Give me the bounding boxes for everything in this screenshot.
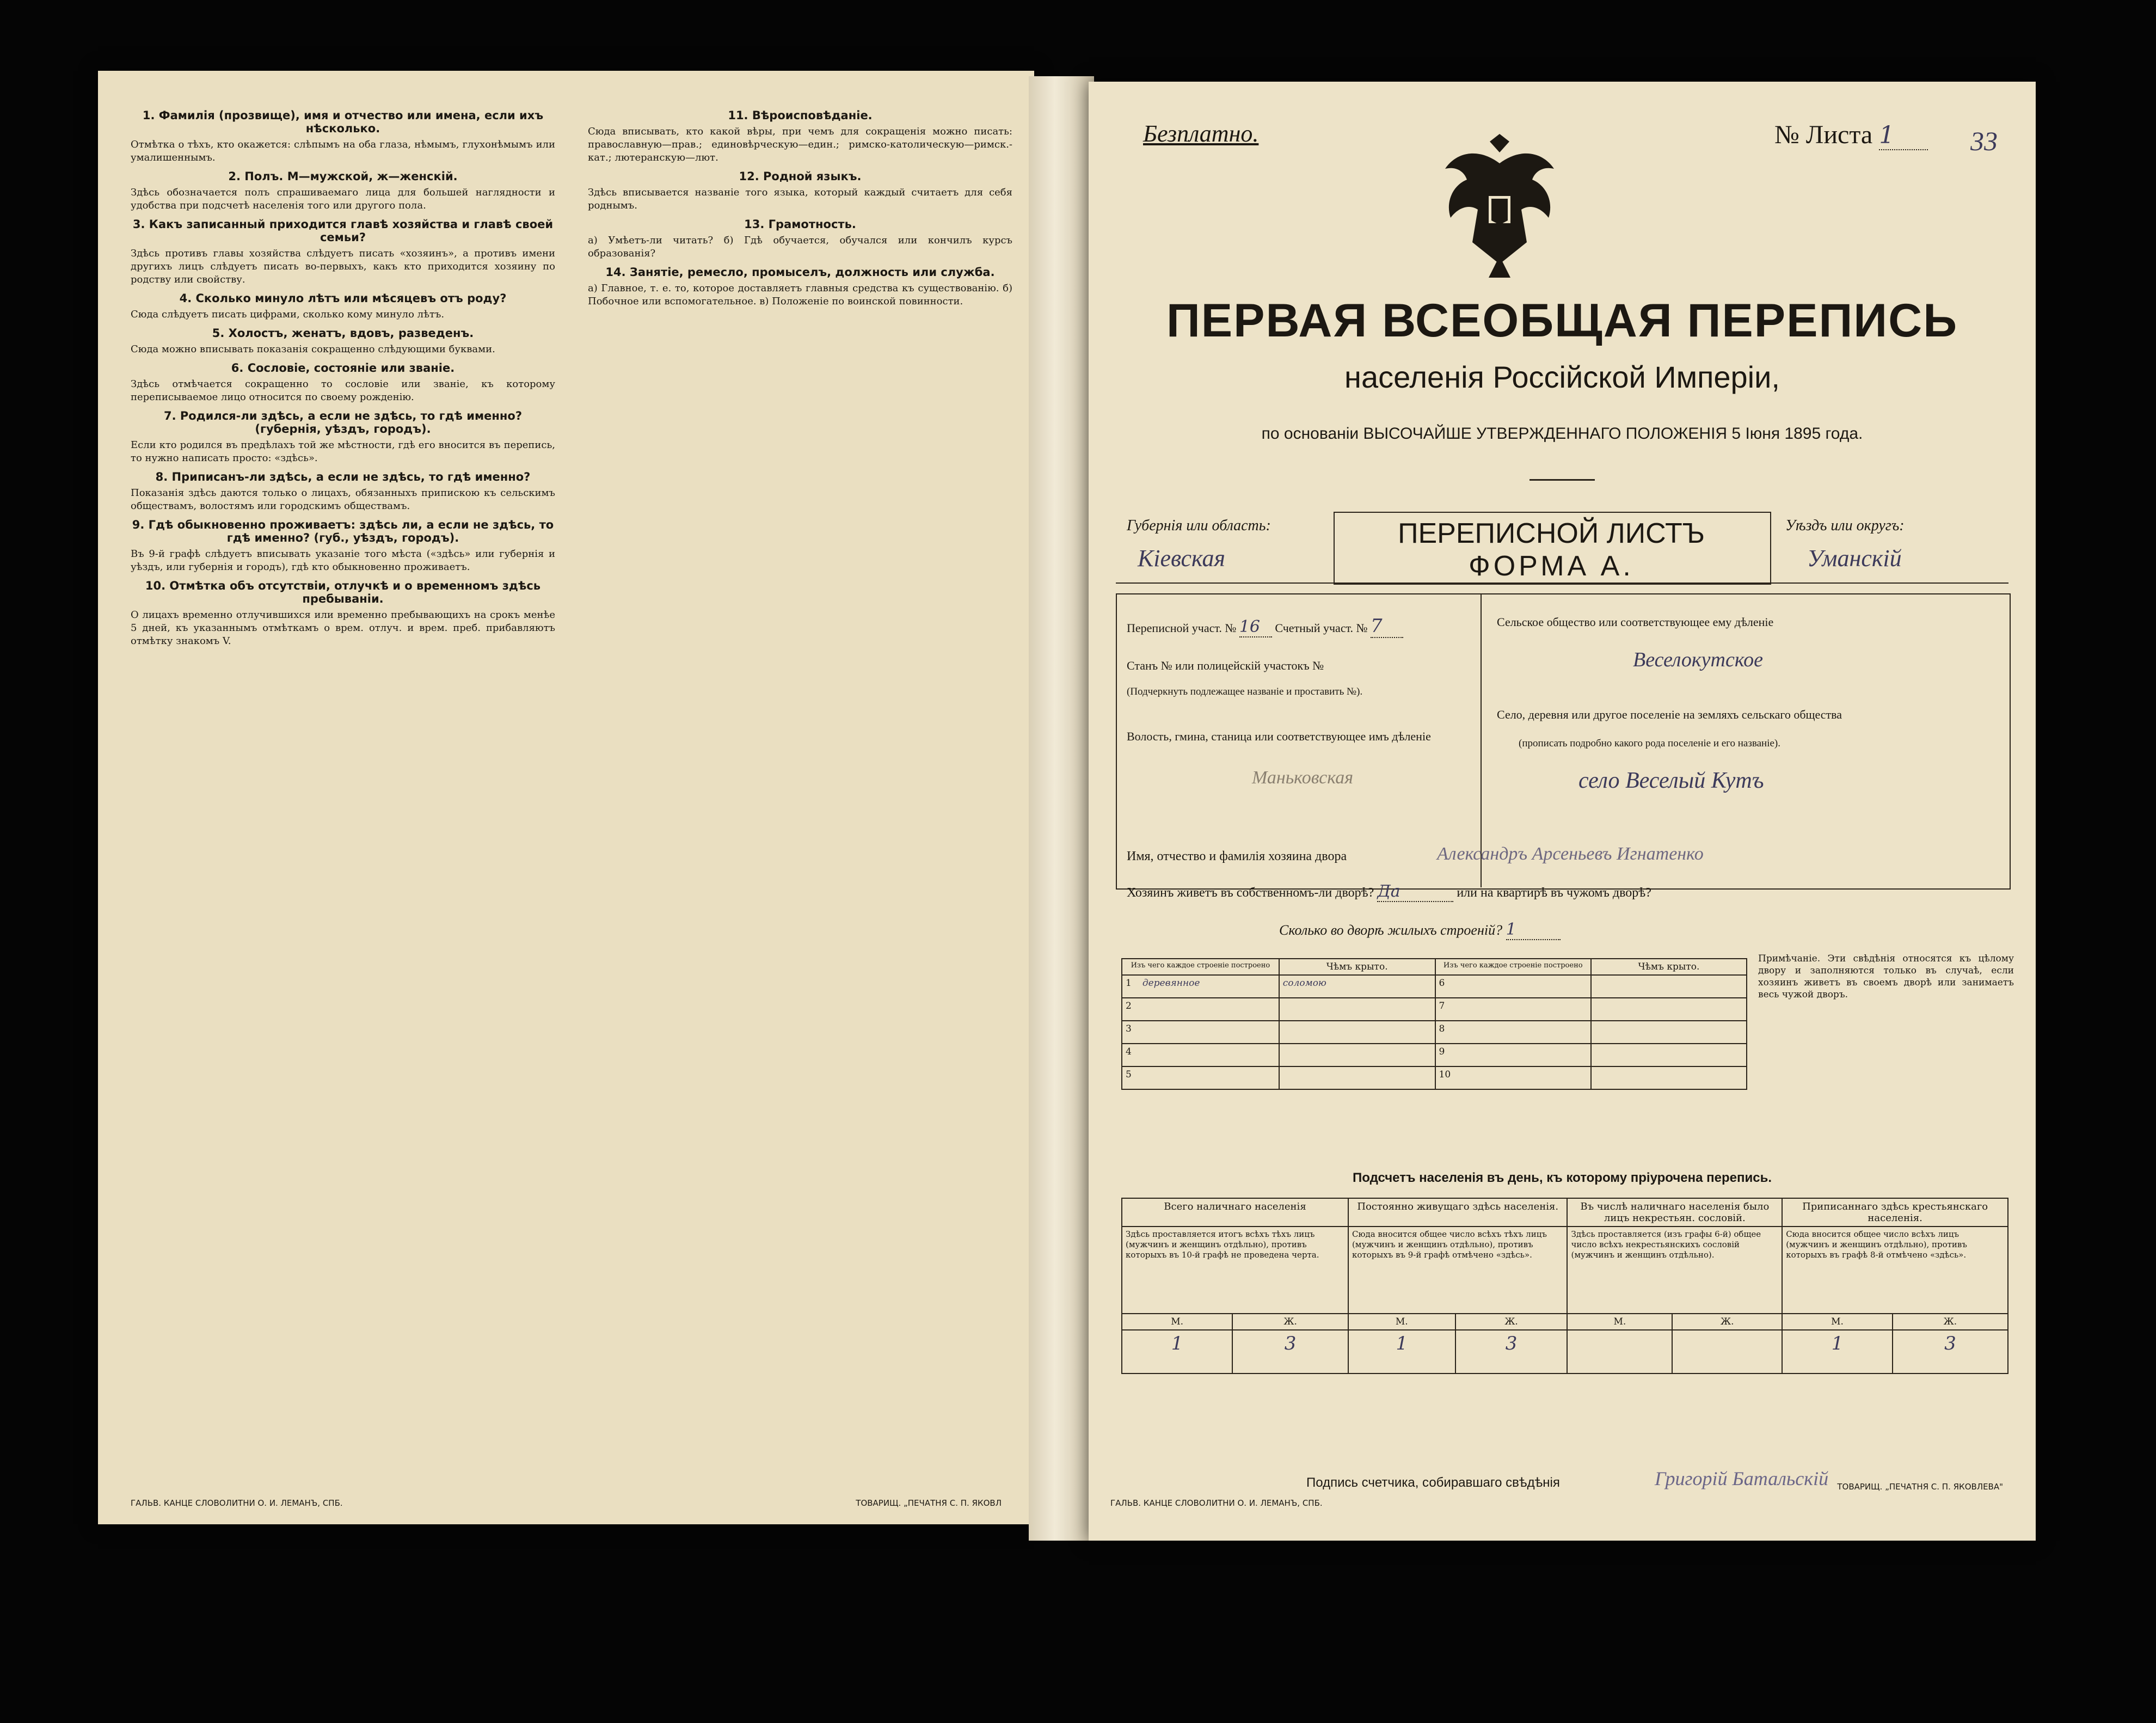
instruction-text: Здѣсь вписывается названіе того языка, который каждый считаетъ для себя роднымъ. xyxy=(588,187,1012,211)
volost-label: Волость, гмина, станица или соответствующее имъ дѣленіе xyxy=(1127,729,1431,743)
instruction-text: а) Главное, т. е. то, которое доставляетъ главныя средства къ существованію. б) Побочное или вспомогательное. в) Положеніе по воинской повинности. xyxy=(588,283,1012,307)
selo-note: (прописать подробно какого рода поселеніе и его названіе). xyxy=(1519,738,1780,749)
instruction-heading: 1. Фамилія (прозвище), имя и отчество или имена, если ихъ нѣсколько. xyxy=(142,109,544,135)
bt-row-number-2: 6 xyxy=(1439,978,1445,989)
bt-cell-roof-2 xyxy=(1591,1021,1747,1044)
bt-row-number: 3 xyxy=(1126,1023,1132,1034)
right-footer-printer: ГАЛЬВ. КАНЦЕ СЛОВОЛИТНИ О. И. ЛЕМАНЪ, СПБ. xyxy=(1110,1498,1323,1508)
lives-value: Да xyxy=(1377,882,1453,902)
bt-cell-roof-2 xyxy=(1591,998,1747,1021)
population-value: 1 xyxy=(1782,1330,1893,1374)
selo-label: Село, деревня или другое поселеніе на земляхъ сельскаго общества xyxy=(1497,708,1842,721)
instruction-heading: 12. Родной языкъ. xyxy=(739,170,862,183)
population-col-description: Здѣсь проставляется (изъ графы 6-й) общее число всѣхъ некрестьянскихъ сословій (мужчинъ и женщинъ отдѣльно). xyxy=(1567,1227,1782,1314)
instructions-column-1 xyxy=(131,103,555,652)
owner-label: Имя, отчество и фамилія хозяина двора xyxy=(1127,849,1347,863)
instruction-heading: 11. Вѣроисповѣданіе. xyxy=(728,109,873,122)
instruction-heading: 6. Сословіе, состояніе или званіе. xyxy=(231,361,455,375)
uchastok-value: 16 xyxy=(1239,617,1272,637)
male-header: М. xyxy=(1122,1314,1232,1330)
buildings-label: Сколько во дворѣ жилыхъ строеній? xyxy=(1279,922,1503,938)
bt-row-number-2: 9 xyxy=(1439,1046,1445,1057)
bt-cell-roof-2 xyxy=(1591,1044,1747,1066)
form-title-line2: ФОРМА А. xyxy=(1469,550,1634,582)
instruction-text: Здѣсь обозначается полъ спрашиваемаго лица для большей наглядности и удобства при подсчетѣ населенія того или другого пола. xyxy=(131,187,555,211)
right-footer-press: ТОВАРИЩ. „ПЕЧАТНЯ С. П. ЯКОВЛЕВА" xyxy=(1837,1482,2003,1492)
bt-row-number: 5 xyxy=(1126,1069,1132,1080)
population-col-description: Сюда вносится общее число всѣхъ тѣхъ лицъ (мужчинъ и женщинъ отдѣльно), противъ которыхъ въ 9-й графѣ отмѣчено «здѣсь». xyxy=(1348,1227,1568,1314)
uchastok-field xyxy=(1127,615,1403,638)
buildings-table xyxy=(1121,958,1747,1090)
signature-value: Григорій Батальскій xyxy=(1655,1468,1829,1489)
bt-cell-roof-2 xyxy=(1591,1066,1747,1089)
bt-what-header: Изъ чего каждое строеніе построено xyxy=(1122,959,1279,975)
left-footer-printer: ГАЛЬВ. КАНЦЕ СЛОВОЛИТНИ О. И. ЛЕМАНЪ, СПБ. xyxy=(131,1498,343,1508)
population-col-header: Приписаннаго здѣсь крестьянскаго населенія. xyxy=(1782,1198,2008,1227)
bt-roof-header-2: Чѣмъ крыто. xyxy=(1591,959,1747,975)
population-col-description: Сюда вносится общее число всѣхъ лицъ (мужчинъ и женщинъ отдѣльно), противъ которыхъ въ графѣ 8-й отмѣчено «здѣсь». xyxy=(1782,1227,2008,1314)
form-subtitle: населенія Россійской Имперіи, xyxy=(1344,360,1780,394)
instruction-text: Сюда можно вписывать показанія сокращенно слѣдующими буквами. xyxy=(131,344,495,355)
instruction-text: Сюда вписывать, кто какой вѣры, при чемъ для сокращенія можно писать: православную—прав.; единовѣрческую—един.; римско-католическую—римск.-кат.; лютеранскую—лют. xyxy=(588,126,1012,163)
population-value: 3 xyxy=(1232,1330,1348,1374)
table-row xyxy=(1122,1021,1747,1044)
instruction-text: а) Умѣетъ-ли читать? б) Гдѣ обучается, обучался или кончилъ курсъ образованія? xyxy=(588,235,1012,259)
signature-label: Подпись счетчика, собиравшаго свѣдѣнія xyxy=(1306,1475,1560,1490)
buildings-note: Примѣчаніе. Эти свѣдѣнія относятся къ цѣлому двору и заполняются только въ случаѣ, если хозяинъ живетъ въ своемъ дворѣ или занимаетъ весь чужой дворъ. xyxy=(1758,953,2014,1000)
bt-cell-what xyxy=(1122,1044,1279,1066)
instruction-heading: 4. Сколько минуло лѣтъ или мѣсяцевъ отъ роду? xyxy=(179,292,507,305)
stan-note: (Подчеркнуть подлежащее названіе и проставить №). xyxy=(1127,686,1363,697)
selo-value: село Веселый Кутъ xyxy=(1578,768,1764,793)
page-fold xyxy=(1029,76,1094,1541)
sheet-number-value: 1 xyxy=(1879,121,1928,150)
bt-row-number-2: 7 xyxy=(1439,1001,1445,1011)
schet-value: 7 xyxy=(1371,615,1403,638)
instruction-heading: 14. Занятіе, ремесло, промыселъ, должность или служба. xyxy=(605,266,995,279)
instruction-text: Показанія здѣсь даются только о лицахъ, обязанныхъ припискою къ сельскимъ обществамъ, волостямъ или городскимъ обществамъ. xyxy=(131,487,555,512)
instructions-column-2 xyxy=(588,103,1012,312)
bt-cell-roof-2 xyxy=(1591,975,1747,998)
stan-label: Станъ № или полицейскій участокъ № xyxy=(1127,659,1324,672)
population-value: 3 xyxy=(1455,1330,1568,1374)
bt-row-number: 1 xyxy=(1126,978,1132,989)
population-col-header: Всего наличнаго населенія xyxy=(1122,1198,1348,1227)
population-value xyxy=(1672,1330,1782,1374)
double-headed-eagle-emblem xyxy=(1432,131,1568,283)
table-row xyxy=(1122,998,1747,1021)
instruction-heading: 5. Холостъ, женатъ, вдовъ, разведенъ. xyxy=(212,327,474,340)
bt-cell-what xyxy=(1122,1021,1279,1044)
bt-cell-what xyxy=(1122,1066,1279,1089)
instruction-text: Если кто родился въ предѣлахъ той же мѣстности, гдѣ его вносится въ перепись, то нужно написать просто: «здѣсь». xyxy=(131,439,555,464)
population-col-header: Постоянно живущаго здѣсь населенія. xyxy=(1348,1198,1568,1227)
population-col-description: Здѣсь проставляется итогъ всѣхъ тѣхъ лицъ (мужчинъ и женщинъ отдѣльно), противъ которыхъ въ 10-й графѣ не проведена черта. xyxy=(1122,1227,1348,1314)
bt-cell-roof xyxy=(1279,1044,1435,1066)
instruction-text: Сюда слѣдуетъ писать цифрами, сколько кому минуло лѣтъ. xyxy=(131,309,445,320)
male-header: М. xyxy=(1567,1314,1672,1330)
bt-row-number-2: 8 xyxy=(1439,1023,1445,1034)
female-header: Ж. xyxy=(1672,1314,1782,1330)
instruction-heading: 7. Родился-ли здѣсь, а если не здѣсь, то гдѣ именно? (губернія, уѣздъ, городъ). xyxy=(163,409,523,436)
census-form-page xyxy=(1089,82,2036,1541)
schet-label: Счетный участ. № xyxy=(1275,621,1368,635)
sheet-number-label xyxy=(1774,120,1928,150)
bt-row-number-2: 10 xyxy=(1439,1069,1451,1080)
bt-cell-what-2 xyxy=(1435,1044,1591,1066)
volost-value: Маньковская xyxy=(1252,768,1354,788)
table-row xyxy=(1122,975,1747,998)
bt-row1-what: деревянное xyxy=(1142,978,1200,989)
instruction-text: Здѣсь противъ главы хозяйства слѣдуетъ писать «хозяинъ», а противъ имени другихъ лицъ слѣдуетъ писать во-первыхъ, какъ кто приходится хозяину по родству или свойству. xyxy=(131,248,555,285)
instruction-text: Отмѣтка о тѣхъ, кто окажется: слѣпымъ на оба глаза, нѣмымъ, глухонѣмымъ или умалишеннымъ. xyxy=(131,139,555,163)
bt-roof-header: Чѣмъ крыто. xyxy=(1279,959,1435,975)
male-header: М. xyxy=(1348,1314,1455,1330)
sheet-number-text: № Листа xyxy=(1774,120,1873,149)
bt-row1-roof: соломою xyxy=(1282,978,1326,989)
bt-cell-what xyxy=(1122,998,1279,1021)
population-value: 1 xyxy=(1348,1330,1455,1374)
corner-archive-number: 33 xyxy=(1970,126,1998,156)
bt-cell-what xyxy=(1122,975,1279,998)
lives-field xyxy=(1127,882,1651,902)
bt-cell-what-2 xyxy=(1435,975,1591,998)
uezd-label: Уѣздъ или округъ: xyxy=(1785,517,1905,534)
instruction-heading: 13. Грамотность. xyxy=(744,218,856,231)
left-instructions-page xyxy=(98,71,1034,1524)
bt-cell-roof xyxy=(1279,975,1435,998)
female-header: Ж. xyxy=(1455,1314,1568,1330)
owner-value: Александръ Арсеньевъ Игнатенко xyxy=(1437,844,1704,864)
bt-what-header-2: Изъ чего каждое строеніе построено xyxy=(1435,959,1591,975)
bt-cell-roof xyxy=(1279,1021,1435,1044)
population-value xyxy=(1567,1330,1672,1374)
selskoe-value: Веселокутское xyxy=(1633,648,1764,671)
podschet-title: Подсчетъ населенія въ день, къ которому пріурочена перепись. xyxy=(1353,1170,1772,1185)
instruction-text: О лицахъ временно отлучившихся или временно пребывающихъ на срокъ менѣе 5 дней, къ указаннымъ отмѣткамъ о врем. отлуч. и врем. преб. прибавляютъ отмѣтку знакомъ V. xyxy=(131,609,555,647)
population-col-header: Въ числѣ наличнаго населенія было лицъ некрестьян. сословій. xyxy=(1567,1198,1782,1227)
lives-label-2: или на квартирѣ въ чужомъ дворѣ? xyxy=(1457,886,1651,900)
form-title-line1: ПЕРЕПИСНОЙ ЛИСТЪ xyxy=(1398,518,1705,549)
instruction-heading: 3. Какъ записанный приходится главѣ хозяйства и главѣ своей семьи? xyxy=(132,218,554,244)
population-value: 1 xyxy=(1122,1330,1232,1374)
population-table xyxy=(1121,1198,2008,1374)
bt-cell-what-2 xyxy=(1435,1066,1591,1089)
gubernia-label: Губернія или область: xyxy=(1127,517,1271,534)
address-divider xyxy=(1481,593,1482,887)
bt-row-number: 4 xyxy=(1126,1046,1132,1057)
population-value: 3 xyxy=(1893,1330,2008,1374)
bt-cell-what-2 xyxy=(1435,1021,1591,1044)
free-label: Безплатно. xyxy=(1143,120,1259,147)
instruction-text: Въ 9-й графѣ слѣдуетъ вписывать указаніе того мѣста («здѣсь» или губернія и уѣздъ, или губернія и городъ), гдѣ кто обыкновенно проживаетъ. xyxy=(131,548,555,573)
female-header: Ж. xyxy=(1893,1314,2008,1330)
bt-cell-roof xyxy=(1279,1066,1435,1089)
bt-cell-roof xyxy=(1279,998,1435,1021)
divider xyxy=(1530,479,1595,481)
instruction-heading: 9. Гдѣ обыкновенно проживаетъ: здѣсь ли, а если не здѣсь, то гдѣ именно? (губ., уѣздъ, городъ). xyxy=(132,518,554,544)
selskoe-label: Сельское общество или соответствующее ему дѣленіе xyxy=(1497,615,1774,629)
uchastok-label: Переписной участ. № xyxy=(1127,621,1237,635)
female-header: Ж. xyxy=(1232,1314,1348,1330)
lives-label: Хозяинъ живетъ въ собственномъ-ли дворѣ? xyxy=(1127,886,1374,900)
table-row xyxy=(1122,1044,1747,1066)
instruction-heading: 8. Приписанъ-ли здѣсь, а если не здѣсь, то гдѣ именно? xyxy=(155,470,531,483)
form-legal-basis: по основаніи ВЫСОЧАЙШЕ УТВЕРЖДЕННАГО ПОЛОЖЕНІЯ 5 Іюня 1895 года. xyxy=(1261,425,1863,443)
buildings-value: 1 xyxy=(1506,920,1561,940)
form-main-title: ПЕРВАЯ ВСЕОБЩАЯ ПЕРЕПИСЬ xyxy=(1166,295,1958,347)
instruction-heading: 2. Полъ. М—мужской, ж—женскій. xyxy=(228,170,458,183)
bt-row-number: 2 xyxy=(1126,1001,1132,1011)
gubernia-value: Кіевская xyxy=(1138,545,1225,572)
left-footer-press: ТОВАРИЩ. „ПЕЧАТНЯ С. П. ЯКОВЛ xyxy=(856,1498,1002,1508)
male-header: М. xyxy=(1782,1314,1893,1330)
instruction-text: Здѣсь отмѣчается сокращенно то сословіе или званіе, къ которому переписываемое лицо относится по своему рожденію. xyxy=(131,378,555,403)
bt-cell-what-2 xyxy=(1435,998,1591,1021)
buildings-field xyxy=(1279,920,1561,940)
instruction-heading: 10. Отмѣтка объ отсутствіи, отлучкѣ и о временномъ здѣсь пребываніи. xyxy=(145,579,541,605)
table-row xyxy=(1122,1066,1747,1089)
uezd-value: Уманскій xyxy=(1807,545,1902,572)
